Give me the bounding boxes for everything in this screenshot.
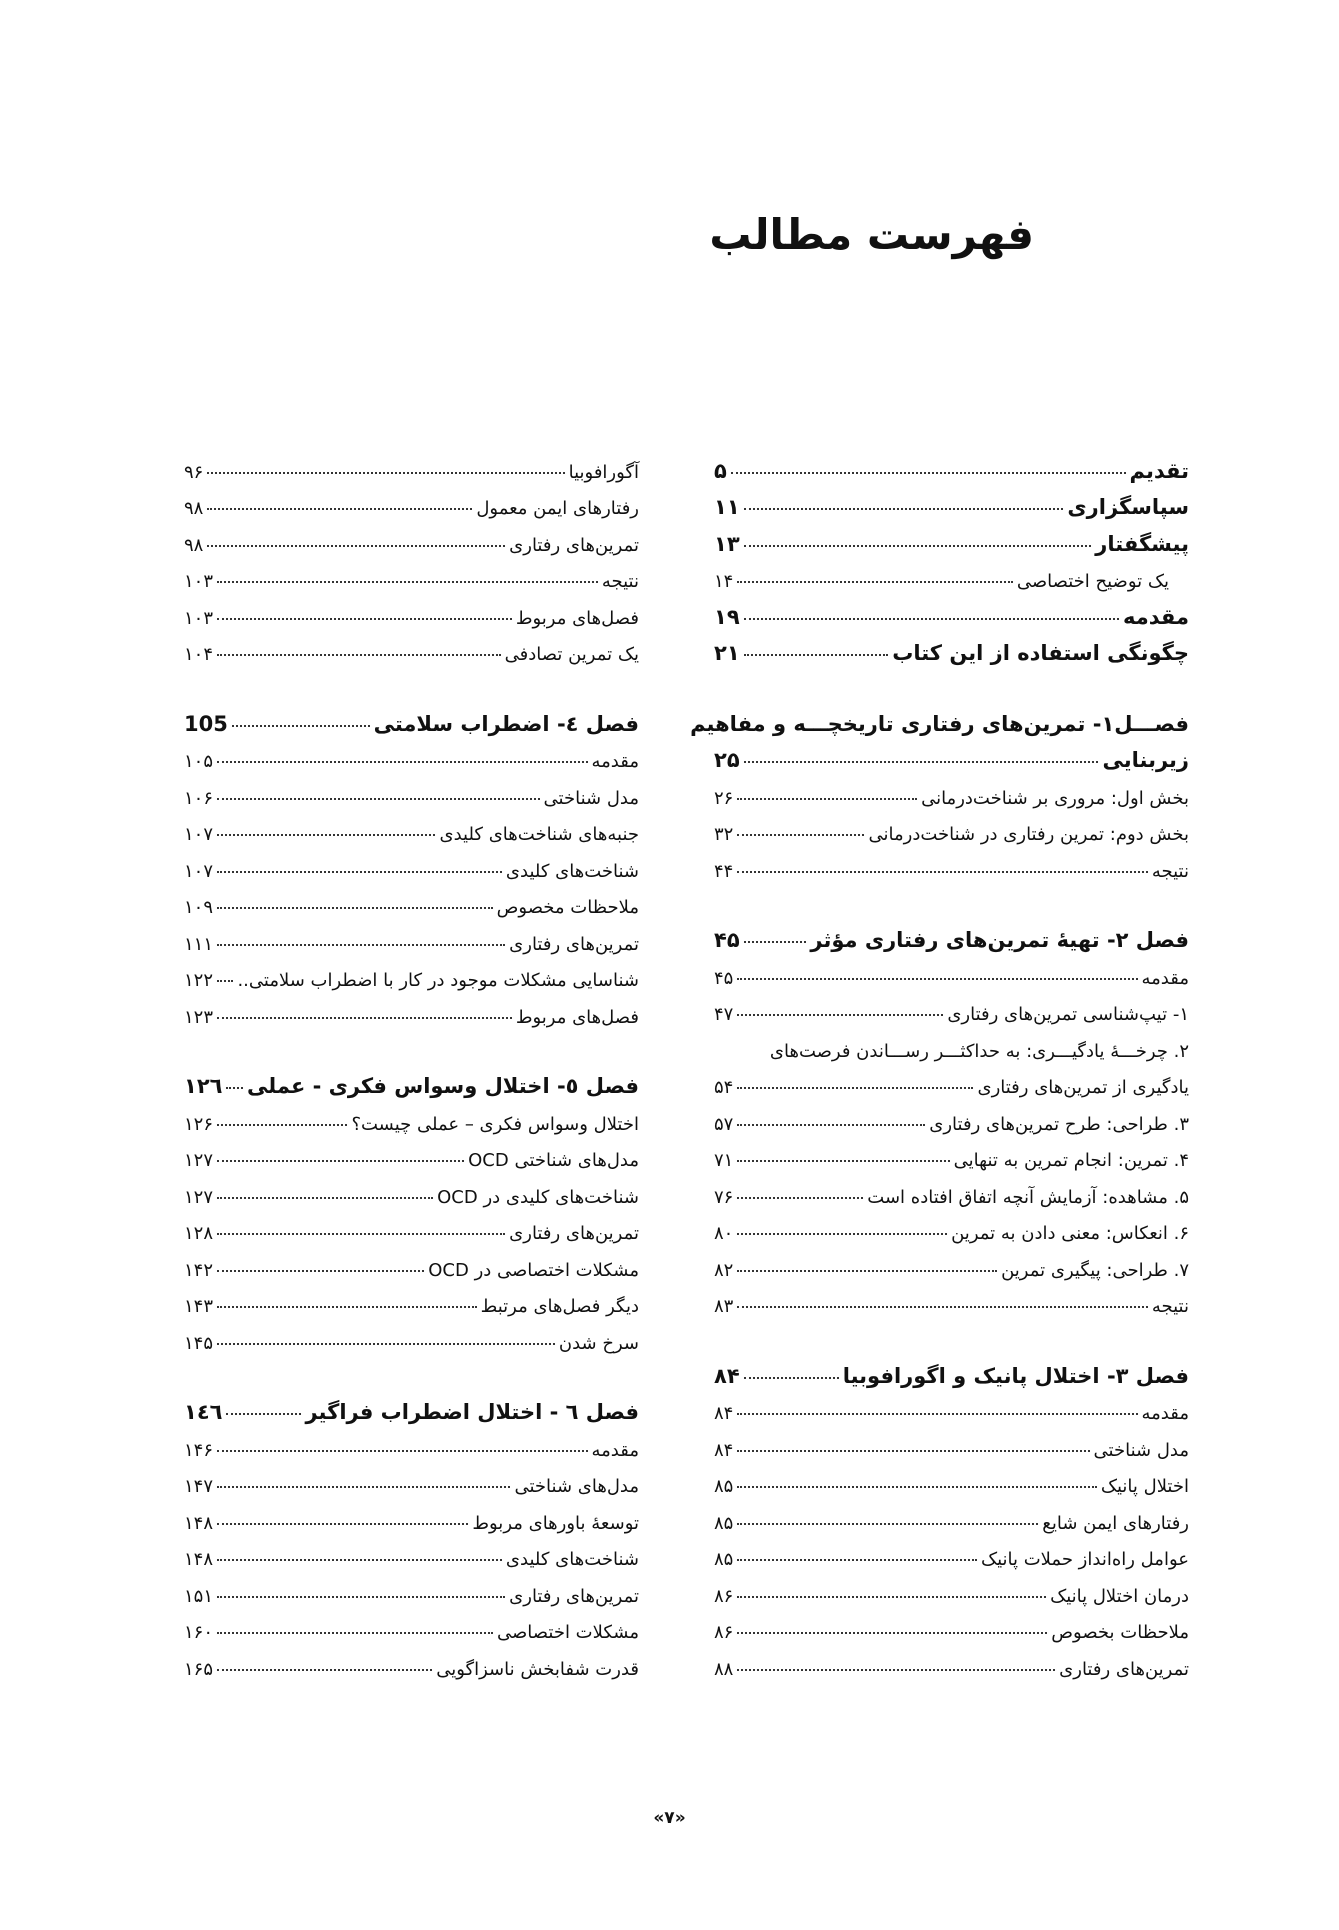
- toc-chapter-entry[interactable]: [714, 446, 1189, 483]
- dot-leader: [737, 1160, 949, 1162]
- toc-entry-label: مدل شناختی: [543, 787, 639, 809]
- dot-leader: [737, 1124, 925, 1126]
- toc-entry[interactable]: [184, 882, 639, 919]
- toc-entry-label: فصل‌های مربوط: [515, 607, 639, 629]
- dot-leader: [217, 1017, 512, 1019]
- dot-leader: [226, 1413, 301, 1415]
- toc-chapter-entry[interactable]: [714, 736, 1189, 773]
- toc-entry-label: تمرین‌های رفتاری: [1059, 1658, 1189, 1680]
- section-gap: [714, 882, 1189, 916]
- toc-entry-page: ۵۷: [714, 1113, 734, 1135]
- toc-entry[interactable]: [184, 1098, 639, 1135]
- toc-entry[interactable]: [184, 955, 639, 992]
- toc-entry-label: سپاسگزاری: [1067, 495, 1189, 519]
- dot-leader: [217, 1486, 510, 1488]
- toc-entry[interactable]: [184, 1607, 639, 1644]
- toc-entry-page: ۱۲۲: [184, 970, 214, 991]
- toc-entry-label: تمرین‌های رفتاری: [509, 1585, 639, 1607]
- dot-leader: [217, 654, 501, 656]
- toc-entry-label: تمرین‌های رفتاری: [509, 1223, 639, 1244]
- toc-entry-page: ۱۱۱: [184, 933, 214, 955]
- toc-entry-label: مشکلات اختصاصی: [497, 1622, 639, 1643]
- dot-leader: [737, 1632, 1047, 1634]
- toc-entry-label: یک توضیح اختصاصی: [1016, 571, 1169, 592]
- toc-entry[interactable]: [714, 1062, 1189, 1099]
- toc-entry-label: نتیجه: [1151, 1296, 1189, 1317]
- dot-leader: [737, 1197, 863, 1199]
- toc-entry[interactable]: [184, 1424, 639, 1461]
- toc-entry[interactable]: [184, 1570, 639, 1607]
- toc-entry[interactable]: [714, 1208, 1189, 1245]
- toc-entry-label: فصل ۳- اختلال پانیک و اگورافوبیا: [842, 1363, 1189, 1388]
- dot-leader: [737, 1270, 997, 1272]
- toc-entry-page: ۲۱: [714, 641, 740, 665]
- dot-leader: [217, 1669, 432, 1671]
- toc-entry[interactable]: [184, 556, 639, 593]
- toc-entry[interactable]: [714, 1461, 1189, 1498]
- toc-entry-page: ۴۷: [714, 1004, 734, 1025]
- toc-entry-page: ۱۲۳: [184, 1006, 214, 1028]
- toc-entry-label: ۷. طراحی: پیگیری تمرین: [1001, 1259, 1189, 1281]
- dot-leader: [207, 472, 564, 474]
- toc-entry[interactable]: [714, 809, 1189, 846]
- toc-entry-page: ۸۴: [714, 1363, 740, 1388]
- toc-entry-label: فصـــل۱- تمرین‌های رفتاری تاریخچـــه و مفاهیم: [690, 711, 1189, 736]
- section-gap: [184, 1028, 639, 1062]
- dot-leader: [737, 1413, 1137, 1415]
- toc-entry-page: ۵۴: [714, 1077, 734, 1098]
- toc-entry-label: سرخ شدن: [558, 1332, 639, 1354]
- dot-leader: [217, 1306, 477, 1308]
- toc-entry[interactable]: [714, 1171, 1189, 1208]
- toc-column-left: [184, 446, 639, 1680]
- toc-entry-page: ۲۶: [714, 787, 734, 809]
- toc-entry-label: زیربنایی: [1102, 748, 1189, 772]
- toc-entry-label: پیشگفتار: [1095, 531, 1189, 556]
- toc-entry-label: شناخت‌های کلیدی: [505, 1549, 639, 1570]
- dot-leader: [737, 798, 917, 800]
- toc-entry-page: ۱۹: [714, 604, 740, 629]
- toc-entry-label: بخش دوم: تمرین رفتاری در شناخت‌درمانی: [868, 824, 1189, 845]
- dot-leader: [226, 1087, 243, 1089]
- dot-leader: [217, 1197, 433, 1199]
- dot-leader: [217, 581, 598, 583]
- toc-entry-label: فصل ٤- اضطراب سلامتی: [373, 711, 639, 736]
- dot-leader: [207, 545, 505, 547]
- section-gap: [184, 1354, 639, 1388]
- toc-entry-label: اختلال وسواس فکری – عملی چیست؟: [351, 1113, 639, 1135]
- toc-section: [714, 1351, 1189, 1680]
- toc-entry-label: رفتارهای ایمن شایع: [1042, 1512, 1189, 1534]
- toc-entry-page: ۴۵: [714, 967, 734, 989]
- toc-entry-page: ۴۴: [714, 860, 734, 882]
- toc-entry-page: ۱۴: [714, 571, 734, 592]
- toc-chapter-entry[interactable]: [714, 592, 1189, 629]
- toc-entry-page: ۱۰۴: [184, 644, 214, 665]
- dot-leader: [737, 1669, 1055, 1671]
- toc-entry-page: ۱۴۶: [184, 1439, 214, 1461]
- toc-entry-label: فصل ٥- اختلال وسواس فکری - عملی: [247, 1074, 639, 1098]
- toc-entry[interactable]: [184, 629, 639, 666]
- toc-entry-label: رفتارهای ایمن معمول: [476, 498, 639, 519]
- toc-section: [184, 1062, 639, 1354]
- toc-entry-page: ۱۴۸: [184, 1549, 214, 1570]
- dot-leader: [744, 761, 1099, 763]
- toc-chapter-entry[interactable]: [714, 916, 1189, 953]
- dot-leader: [217, 798, 540, 800]
- toc-entry[interactable]: [184, 1281, 639, 1318]
- toc-entry[interactable]: [184, 772, 639, 809]
- toc-entry-page: ١٤٦: [184, 1400, 223, 1424]
- toc-entry[interactable]: [184, 519, 639, 556]
- dot-leader: [737, 1450, 1089, 1452]
- toc-entry-label: ۶. انعکاس: معنی دادن به تمرین: [951, 1223, 1189, 1244]
- toc-section: [714, 446, 1189, 665]
- toc-entry[interactable]: [184, 1135, 639, 1172]
- toc-chapter-entry[interactable]: [184, 699, 639, 736]
- dot-leader: [744, 941, 807, 943]
- toc-entry-label: یادگیری از تمرین‌های رفتاری: [977, 1077, 1189, 1098]
- toc-section: [690, 699, 1189, 882]
- toc-entry-label: مدل‌های شناختی OCD: [468, 1150, 639, 1171]
- toc-entry[interactable]: [184, 1244, 639, 1281]
- toc-entry-label: ملاحظات بخصوص: [1051, 1622, 1189, 1643]
- toc-entry-label: مقدمه: [591, 1439, 639, 1461]
- toc-section: [184, 1388, 639, 1680]
- dot-leader: [737, 834, 864, 836]
- section-gap: [184, 665, 639, 699]
- toc-entry[interactable]: [184, 809, 639, 846]
- toc-chapter-entry[interactable]: [184, 1062, 639, 1099]
- toc-entry[interactable]: [714, 1424, 1189, 1461]
- dot-leader: [737, 1087, 973, 1089]
- toc-entry-label: مقدمه: [1141, 1403, 1189, 1424]
- toc-entry-label: مقدمه: [1123, 604, 1189, 629]
- toc-entry-label: تمرین‌های رفتاری: [509, 534, 639, 556]
- toc-entry[interactable]: [714, 1135, 1189, 1172]
- toc-entry-page: ۳۲: [714, 824, 734, 845]
- dot-leader: [744, 508, 1064, 510]
- toc-entry-label: تقدیم: [1129, 458, 1189, 483]
- toc-entry-page: ۱۰۳: [184, 571, 214, 592]
- dot-leader: [744, 618, 1119, 620]
- dot-leader: [744, 545, 1092, 547]
- toc-entry-label: مدل‌های شناختی: [514, 1476, 639, 1497]
- toc-entry[interactable]: [184, 1643, 639, 1680]
- page-number: «۷»: [653, 1808, 686, 1828]
- toc-entry-label: فصل ۲- تهیهٔ تمرین‌های رفتاری مؤثر: [810, 928, 1189, 952]
- toc-entry-page: ۱۳: [714, 531, 740, 556]
- toc-entry-page: ۸۶: [714, 1585, 734, 1607]
- toc-entry-label: ۱- تیپ‌شناسی تمرین‌های رفتاری: [947, 1004, 1189, 1025]
- toc-chapter-entry[interactable]: [714, 519, 1189, 556]
- dot-leader: [737, 1523, 1038, 1525]
- toc-entry-page: ۱۴۵: [184, 1332, 214, 1354]
- toc-entry[interactable]: [184, 446, 639, 483]
- toc-entry-page: ۸۳: [714, 1296, 734, 1317]
- toc-entry-page: ۱۰۵: [184, 751, 214, 772]
- dot-leader: [217, 1559, 502, 1561]
- toc-entry-label: چگونگی استفاده از این کتاب: [892, 641, 1189, 665]
- dot-leader: [737, 1306, 1148, 1308]
- toc-entry-label: جنبه‌های شناخت‌های کلیدی: [439, 824, 639, 845]
- toc-entry[interactable]: [714, 1025, 1189, 1062]
- toc-entry-page: ۷۶: [714, 1186, 734, 1208]
- toc-entry-label: شناسایی مشکلات موجود در کار با اضطراب سلامتی..: [237, 970, 639, 991]
- toc-entry[interactable]: [714, 1497, 1189, 1534]
- toc-entry[interactable]: [714, 772, 1189, 809]
- toc-entry-page: ۱۲۶: [184, 1113, 214, 1135]
- toc-entry-page: ۹۸: [184, 498, 204, 519]
- dot-leader: [217, 980, 233, 982]
- toc-entry-page: ۴۵: [714, 928, 740, 952]
- dot-leader: [217, 1233, 505, 1235]
- toc-entry-label: توسعهٔ باورهای مربوط: [472, 1512, 639, 1534]
- toc-entry[interactable]: [184, 1497, 639, 1534]
- dot-leader: [731, 472, 1126, 474]
- toc-entry-label: دیگر فصل‌های مرتبط: [480, 1296, 639, 1317]
- toc-entry-label: اختلال پانیک: [1100, 1476, 1189, 1497]
- toc-entry-page: ۲۵: [714, 748, 740, 772]
- toc-entry[interactable]: [184, 1208, 639, 1245]
- toc-entry[interactable]: [184, 736, 639, 773]
- toc-entry-page: ۱۴۲: [184, 1259, 214, 1281]
- toc-entry-page: ۱۴۸: [184, 1512, 214, 1534]
- toc-entry-page: ۱۲۷: [184, 1150, 214, 1171]
- toc-entry-page: ۹۸: [184, 534, 204, 556]
- dot-leader: [217, 1450, 587, 1452]
- toc-entry-label: شناخت‌های کلیدی در OCD: [437, 1186, 639, 1208]
- toc-entry-page: ١٢٦: [184, 1074, 223, 1098]
- toc-entry-label: فصل ٦ - اختلال اضطراب فراگیر: [305, 1400, 639, 1424]
- toc-entry[interactable]: [714, 1643, 1189, 1680]
- toc-column-right: [690, 446, 1189, 1680]
- toc-entry-page: ۱۴۳: [184, 1296, 214, 1317]
- toc-entry-label: مقدمه: [591, 751, 639, 772]
- dot-leader: [217, 1523, 468, 1525]
- dot-leader: [217, 1270, 424, 1272]
- toc-chapter-entry[interactable]: [714, 1351, 1189, 1388]
- toc-entry-label: نتیجه: [1151, 860, 1189, 882]
- dot-leader: [207, 508, 472, 510]
- toc-entry-label: عوامل راه‌انداز حملات پانیک: [980, 1549, 1189, 1570]
- toc-entry-label: ۲. چرخـــهٔ یادگیـــری: به حداکثـــر رســـاندن فرصت‌های: [769, 1040, 1189, 1062]
- dot-leader: [744, 654, 889, 656]
- dot-leader: [217, 1632, 493, 1634]
- section-gap: [714, 665, 1189, 699]
- dot-leader: [217, 618, 512, 620]
- toc-entry[interactable]: [184, 991, 639, 1028]
- toc-section: [714, 916, 1189, 1318]
- dot-leader: [737, 871, 1148, 873]
- toc-entry-label: بخش اول: مروری بر شناخت‌درمانی: [921, 787, 1189, 809]
- toc-entry-page: ۱۵۱: [184, 1585, 214, 1607]
- dot-leader: [737, 1014, 943, 1016]
- dot-leader: [217, 1596, 505, 1598]
- toc-entry-label: مقدمه: [1141, 967, 1189, 989]
- toc-entry[interactable]: [184, 1171, 639, 1208]
- toc-entry-page: ۱۴۷: [184, 1476, 214, 1497]
- toc-entry-page: ۸۴: [714, 1439, 734, 1461]
- toc-entry[interactable]: [184, 483, 639, 520]
- dot-leader: [232, 725, 370, 727]
- toc-entry-page: ۱۰۹: [184, 897, 214, 918]
- toc-entry-page: ۱۶۰: [184, 1622, 214, 1643]
- toc-entry[interactable]: [714, 1570, 1189, 1607]
- toc-entry-label: ملاحظات مخصوص: [496, 897, 639, 918]
- toc-entry[interactable]: [184, 1534, 639, 1571]
- toc-chapter-entry[interactable]: [714, 483, 1189, 520]
- dot-leader: [737, 1486, 1097, 1488]
- dot-leader: [217, 761, 587, 763]
- dot-leader: [737, 1596, 1046, 1598]
- section-gap: [714, 1317, 1189, 1351]
- toc-entry[interactable]: [714, 845, 1189, 882]
- toc-entry-label: درمان اختلال پانیک: [1050, 1585, 1189, 1607]
- toc-entry[interactable]: [184, 845, 639, 882]
- toc-entry[interactable]: [184, 1461, 639, 1498]
- toc-entry-page: 105: [184, 711, 228, 736]
- toc-entry-page: ۸۰: [714, 1223, 734, 1244]
- dot-leader: [217, 1160, 464, 1162]
- dot-leader: [217, 1343, 555, 1345]
- toc-entry-page: ۸۵: [714, 1512, 734, 1534]
- dot-leader: [217, 834, 435, 836]
- toc-entry-label: نتیجه: [601, 571, 639, 592]
- toc-entry-label: ۳. طراحی: طرح تمرین‌های رفتاری: [929, 1113, 1189, 1135]
- toc-entry-label: ۴. تمرین: انجام تمرین به تنهایی: [953, 1150, 1189, 1171]
- toc-entry-page: ۸۲: [714, 1259, 734, 1281]
- toc-chapter-entry[interactable]: [690, 699, 1189, 736]
- toc-entry-page: ۱۰۶: [184, 787, 214, 809]
- toc-entry-page: ۱۰۷: [184, 860, 214, 882]
- toc-entry-page: ۱۲۸: [184, 1223, 214, 1244]
- toc-chapter-entry[interactable]: [184, 1388, 639, 1425]
- toc-entry-page: ۱۲۷: [184, 1186, 214, 1208]
- toc-entry[interactable]: [714, 952, 1189, 989]
- dot-leader: [217, 871, 502, 873]
- toc-entry-page: ۸۵: [714, 1476, 734, 1497]
- toc-entry[interactable]: [714, 1534, 1189, 1571]
- dot-leader: [737, 1559, 977, 1561]
- toc-section: [184, 446, 639, 665]
- toc-entry-label: شناخت‌های کلیدی: [505, 860, 639, 882]
- page-title: فهرست مطالب: [709, 210, 1034, 259]
- dot-leader: [744, 1377, 839, 1379]
- toc-chapter-entry[interactable]: [714, 629, 1189, 666]
- dot-leader: [217, 1124, 347, 1126]
- toc-entry-page: ۱۰۷: [184, 824, 214, 845]
- dot-leader: [737, 1233, 947, 1235]
- toc-entry-page: ۱۱: [714, 495, 740, 519]
- toc-entry-page: ۹۶: [184, 461, 204, 483]
- toc-entry[interactable]: [714, 1388, 1189, 1425]
- toc-entry-page: ۱۶۵: [184, 1658, 214, 1680]
- toc-entry-label: مشکلات اختصاصی در OCD: [428, 1259, 639, 1281]
- toc-entry-label: یک تمرین تصادفی: [504, 644, 639, 665]
- toc-entry[interactable]: [184, 592, 639, 629]
- toc-entry-label: آگورافوبیا: [568, 461, 639, 483]
- toc-entry-page: ۱۰۳: [184, 607, 214, 629]
- toc-entry-page: ۸۴: [714, 1403, 734, 1424]
- toc-entry-page: ۸۸: [714, 1658, 734, 1680]
- toc-entry-page: ۵: [714, 458, 727, 483]
- toc-entry[interactable]: [714, 1281, 1189, 1318]
- toc-entry-label: مدل شناختی: [1093, 1439, 1189, 1461]
- toc-entry[interactable]: [714, 989, 1189, 1026]
- toc-section: [184, 699, 639, 1028]
- toc-entry-label: قدرت شفابخش ناسزاگویی: [436, 1658, 639, 1680]
- dot-leader: [737, 978, 1137, 980]
- toc-entry-label: ۵. مشاهده: آزمایش آنچه اتفاق افتاده است: [867, 1186, 1189, 1208]
- toc-entry-page: ۸۵: [714, 1549, 734, 1570]
- dot-leader: [737, 581, 1013, 583]
- dot-leader: [217, 944, 505, 946]
- toc-entry[interactable]: [714, 1098, 1189, 1135]
- toc-entry-label: فصل‌های مربوط: [515, 1006, 639, 1028]
- toc-entry-page: ۸۶: [714, 1622, 734, 1643]
- toc-entry[interactable]: [714, 556, 1189, 593]
- dot-leader: [217, 907, 493, 909]
- toc-entry[interactable]: [714, 1244, 1189, 1281]
- toc-entry-label: تمرین‌های رفتاری: [509, 933, 639, 955]
- toc-entry[interactable]: [184, 1317, 639, 1354]
- toc-entry-page: ۷۱: [714, 1150, 734, 1171]
- toc-entry[interactable]: [714, 1607, 1189, 1644]
- toc-entry[interactable]: [184, 918, 639, 955]
